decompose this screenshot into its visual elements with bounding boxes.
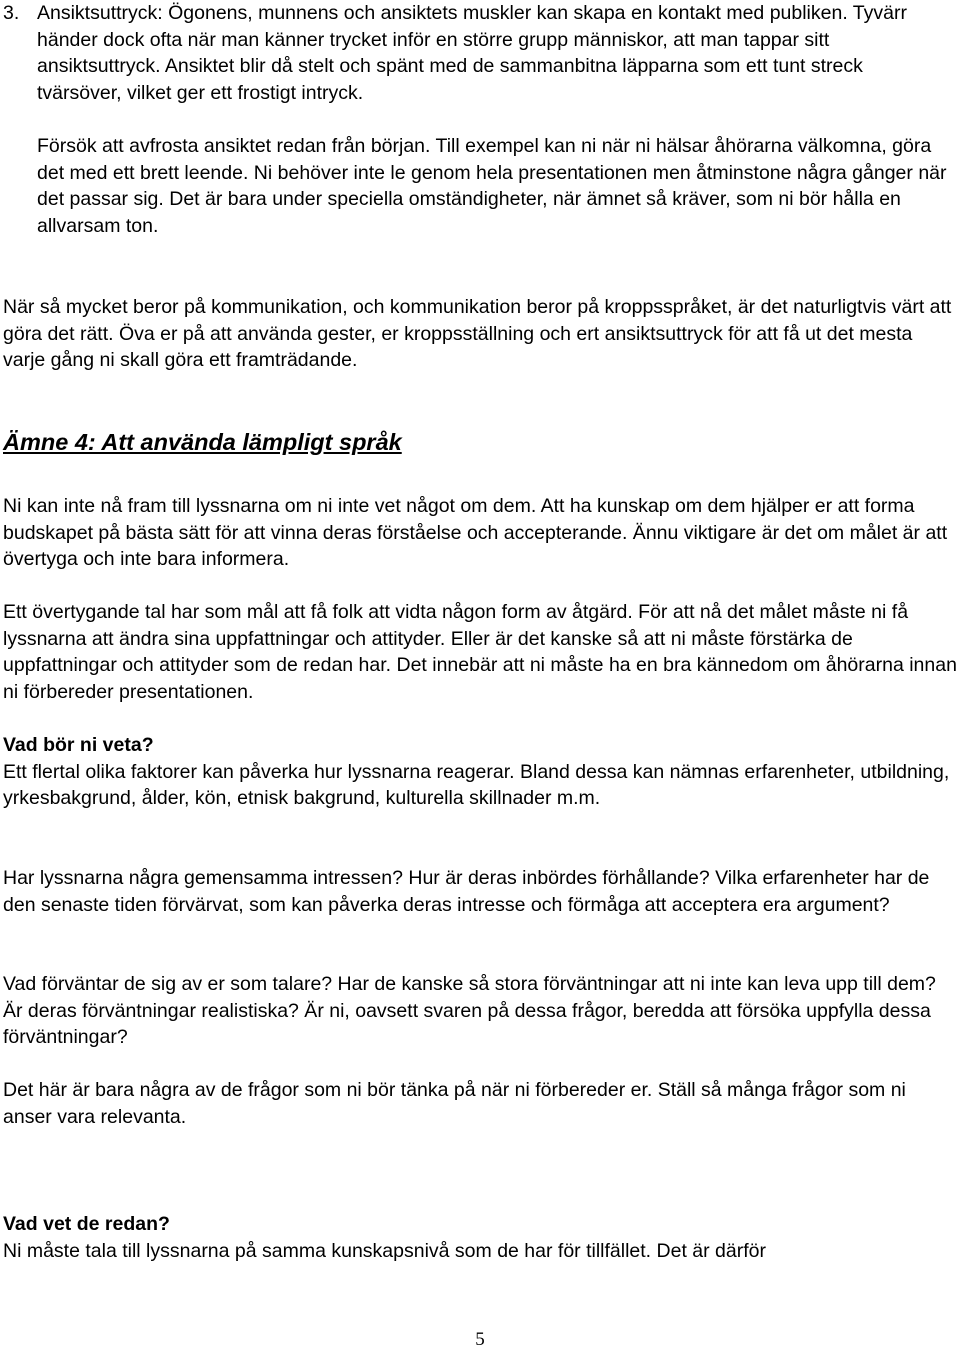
paragraph-forvantar: Vad förväntar de sig av er som talare? Har de kanske så stora förväntningar att ni inte kan leva upp till dem? Är deras förväntningar realistiska? Är ni, oavsett svaren på dessa frågor, beredda att försöka uppfylla dessa förväntningar? <box>3 973 936 1049</box>
page-number: 5 <box>475 1329 485 1350</box>
paragraph-kunskapsniva: Ni måste tala till lyssnarna på samma kunskapsnivå som de har för tillfället. Det är därför <box>3 1239 766 1262</box>
list-item-number: 3. <box>3 2 20 24</box>
paragraph-avfrosta: Försök att avfrosta ansiktet redan från början. Till exempel kan ni när ni hälsar åhörarna välkomna, göra det med ett brett leende. Ni behöver inte le genom hela presentationen men åtminstone några gånger när det passar sig. Det är bara under speciella omständigheter, när ämnet så kräver, som ni bör hålla en allvarsam ton. <box>37 134 947 237</box>
section-vad-bor-ni-veta <box>3 732 958 812</box>
paragraph-overtygande: Ett övertygande tal har som mål att få folk att vidta någon form av åtgärd. För att nå det målet måste ni få lyssnarna att ändra sina uppfattningar och attityder. Eller är det kanske så att ni måste förstärka de uppfattningar och attityder som de redan har. Det innebär att ni måste ha en bra kännedom om åhörarna innan ni förbereder presentationen. <box>3 601 957 703</box>
paragraph-intressen: Har lyssnarna några gemensamma intressen? Hur är deras inbördes förhållande? Vilka erfarenheter har de den senaste tiden förvärvat, som kan påverka deras intresse och förmåga att acceptera era argument? <box>3 867 930 916</box>
subheading-vad-vet-de-redan: Vad vet de redan? <box>3 1213 170 1235</box>
paragraph-ansiktsuttryck: Ansiktsuttryck: Ögonens, munnens och ansiktets muskler kan skapa en kontakt med publiken. Tyvärr händer dock ofta när man känner trycket inför en större grupp människor, att man tappar sitt ansiktsuttryck. Ansiktet blir då stelt och spänt med de sammanbitna läpparna som ett tunt streck tvärsöver, vilket ger ett frostigt intryck. <box>37 2 907 104</box>
list-item-body <box>37 0 952 239</box>
subheading-vad-bor-ni-veta: Vad bör ni veta? <box>3 734 154 756</box>
paragraph-intro: Ni kan inte nå fram till lyssnarna om ni inte vet något om dem. Att ha kunskap om dem hjälper er att forma budskapet på bästa sätt för att vinna deras förståelse och accepterande. Ännu viktigare är det om målet är att övertyga och inte bara informera. <box>3 495 948 571</box>
section-heading: Ämne 4: Att använda lämpligt språk <box>3 429 402 455</box>
paragraph-faktorer: Ett flertal olika faktorer kan påverka hur lyssnarna reagerar. Bland dessa kan nämnas erfarenheter, utbildning, yrkesbakgrund, ålder, kön, etnisk bakgrund, kulturella skillnader m.m. <box>3 760 950 810</box>
section-vad-vet-de-redan <box>3 1211 958 1264</box>
paragraph-fragor: Det här är bara några av de frågor som ni bör tänka på när ni förbereder er. Ställ så många frågor som ni anser vara relevanta. <box>3 1079 906 1128</box>
paragraph-kommunikation: När så mycket beror på kommunikation, och kommunikation beror på kroppsspråket, är det naturligtvis värt att göra det rätt. Öva er på att använda gester, er kroppsställning och ert ansiktsuttryck för att få ut det mesta varje gång ni skall göra ett framträdande. <box>3 296 952 372</box>
